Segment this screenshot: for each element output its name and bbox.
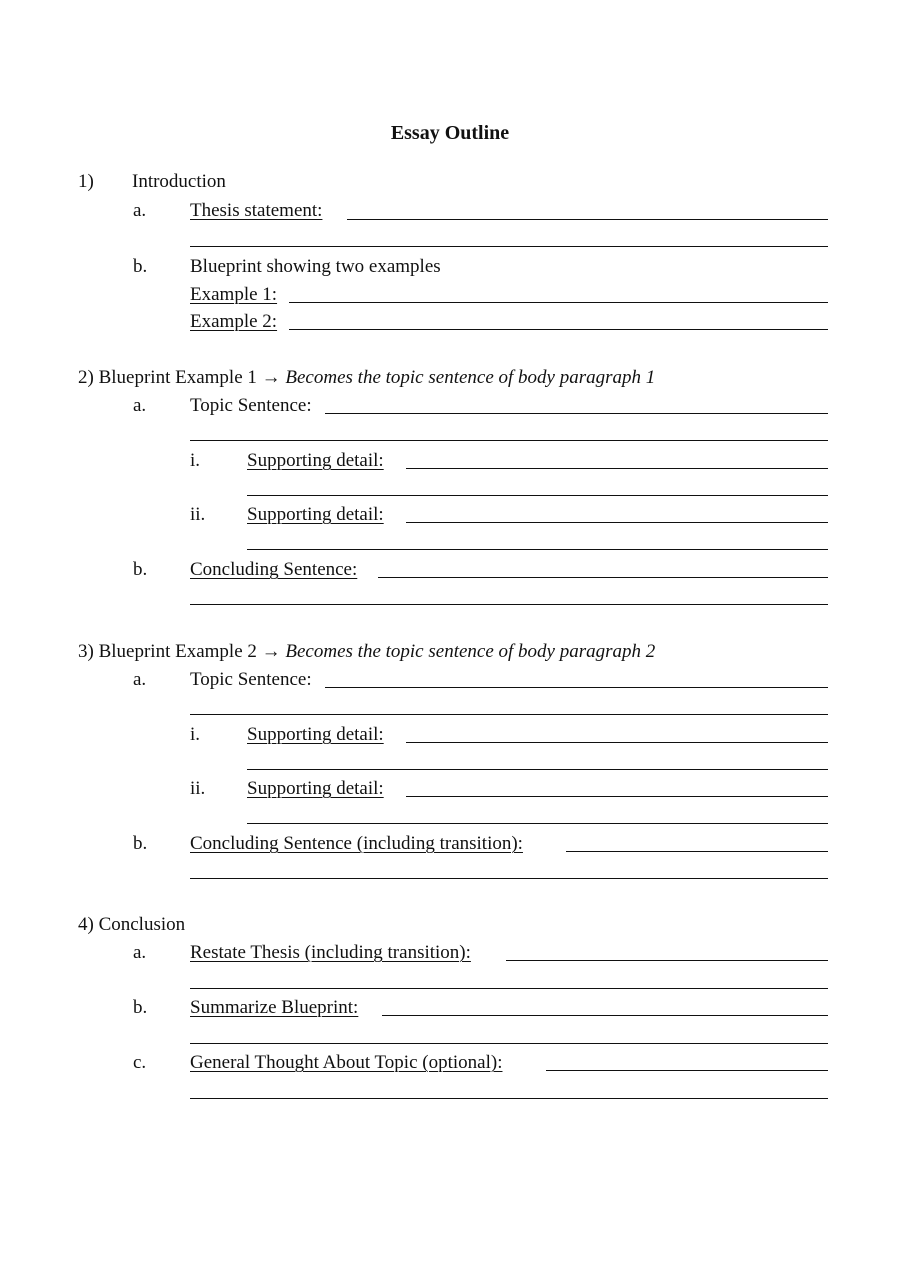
section-3-number: 3) xyxy=(78,641,94,662)
topic-sentence-1-line-2[interactable] xyxy=(190,440,828,441)
arrow-icon: → xyxy=(261,367,281,388)
thesis-statement-label: Thesis statement: xyxy=(190,200,323,221)
section-3-heading: Blueprint Example 2 xyxy=(98,641,257,662)
supporting-detail-1-1-line-2[interactable] xyxy=(247,495,828,496)
item-4a-marker: a. xyxy=(133,942,147,963)
summarize-blueprint-line-2[interactable] xyxy=(190,1043,828,1044)
restate-thesis-line-2[interactable] xyxy=(190,988,828,989)
item-2aii-marker: ii. xyxy=(190,504,206,525)
thesis-statement-line[interactable] xyxy=(347,219,828,220)
general-thought-line[interactable] xyxy=(546,1070,828,1071)
blueprint-label: Blueprint showing two examples xyxy=(190,256,441,277)
topic-sentence-1-label: Topic Sentence: xyxy=(190,395,312,416)
item-2b-marker: b. xyxy=(133,559,148,580)
section-4-heading-row xyxy=(78,914,185,936)
concluding-sentence-2-line-2[interactable] xyxy=(190,878,828,879)
supporting-detail-2-1-line[interactable] xyxy=(406,742,828,743)
restate-thesis-label: Restate Thesis (including transition): xyxy=(190,942,471,963)
item-3ai-marker: i. xyxy=(190,724,201,745)
item-3aii-marker: ii. xyxy=(190,778,206,799)
item-3a-marker: a. xyxy=(133,669,147,690)
section-2-note: Becomes the topic sentence of body paragraph 1 xyxy=(285,367,656,388)
concluding-sentence-1-label: Concluding Sentence: xyxy=(190,559,358,580)
example-2-label: Example 2: xyxy=(190,311,278,332)
section-1-heading: Introduction xyxy=(132,171,226,192)
topic-sentence-2-line[interactable] xyxy=(325,687,828,688)
topic-sentence-2-line-2[interactable] xyxy=(190,714,828,715)
concluding-sentence-2-label: Concluding Sentence (including transition): xyxy=(190,833,523,854)
example-1-line[interactable] xyxy=(289,302,828,303)
supporting-detail-1-2-line[interactable] xyxy=(406,522,828,523)
concluding-sentence-1-line[interactable] xyxy=(378,577,828,578)
summarize-blueprint-line[interactable] xyxy=(382,1015,828,1016)
topic-sentence-1-line[interactable] xyxy=(325,413,828,414)
example-2-line[interactable] xyxy=(289,329,828,330)
topic-sentence-2-label: Topic Sentence: xyxy=(190,669,312,690)
summarize-blueprint-label: Summarize Blueprint: xyxy=(190,997,359,1018)
arrow-icon: → xyxy=(261,641,281,662)
example-1-label: Example 1: xyxy=(190,284,278,305)
item-3b-marker: b. xyxy=(133,833,148,854)
supporting-detail-2-2-line[interactable] xyxy=(406,796,828,797)
item-4b-marker: b. xyxy=(133,997,148,1018)
general-thought-label: General Thought About Topic (optional): xyxy=(190,1052,503,1073)
item-1a-marker: a. xyxy=(133,200,147,221)
section-1-number: 1) xyxy=(78,171,94,192)
supporting-detail-1-2-line-2[interactable] xyxy=(247,549,828,550)
item-2ai-marker: i. xyxy=(190,450,201,471)
supporting-detail-2-2-line-2[interactable] xyxy=(247,823,828,824)
supporting-detail-1-1-label: Supporting detail: xyxy=(247,450,384,471)
item-4c-marker: c. xyxy=(133,1052,147,1073)
item-2a-marker: a. xyxy=(133,395,147,416)
section-2-number: 2) xyxy=(78,367,94,388)
document-title: Essay Outline xyxy=(390,122,510,144)
section-3-heading-row xyxy=(78,641,655,663)
item-1b-marker: b. xyxy=(133,256,148,277)
supporting-detail-2-1-line-2[interactable] xyxy=(247,769,828,770)
section-2-heading-row xyxy=(78,367,655,389)
concluding-sentence-1-line-2[interactable] xyxy=(190,604,828,605)
section-4-heading: Conclusion xyxy=(98,914,186,935)
section-3-note: Becomes the topic sentence of body paragraph 2 xyxy=(285,641,656,662)
restate-thesis-line[interactable] xyxy=(506,960,828,961)
supporting-detail-2-1-label: Supporting detail: xyxy=(247,724,384,745)
concluding-sentence-2-line[interactable] xyxy=(566,851,828,852)
section-2-heading: Blueprint Example 1 xyxy=(98,367,257,388)
thesis-statement-line-2[interactable] xyxy=(190,246,828,247)
supporting-detail-1-2-label: Supporting detail: xyxy=(247,504,384,525)
supporting-detail-2-2-label: Supporting detail: xyxy=(247,778,384,799)
general-thought-line-2[interactable] xyxy=(190,1098,828,1099)
section-4-number: 4) xyxy=(78,914,94,935)
supporting-detail-1-1-line[interactable] xyxy=(406,468,828,469)
